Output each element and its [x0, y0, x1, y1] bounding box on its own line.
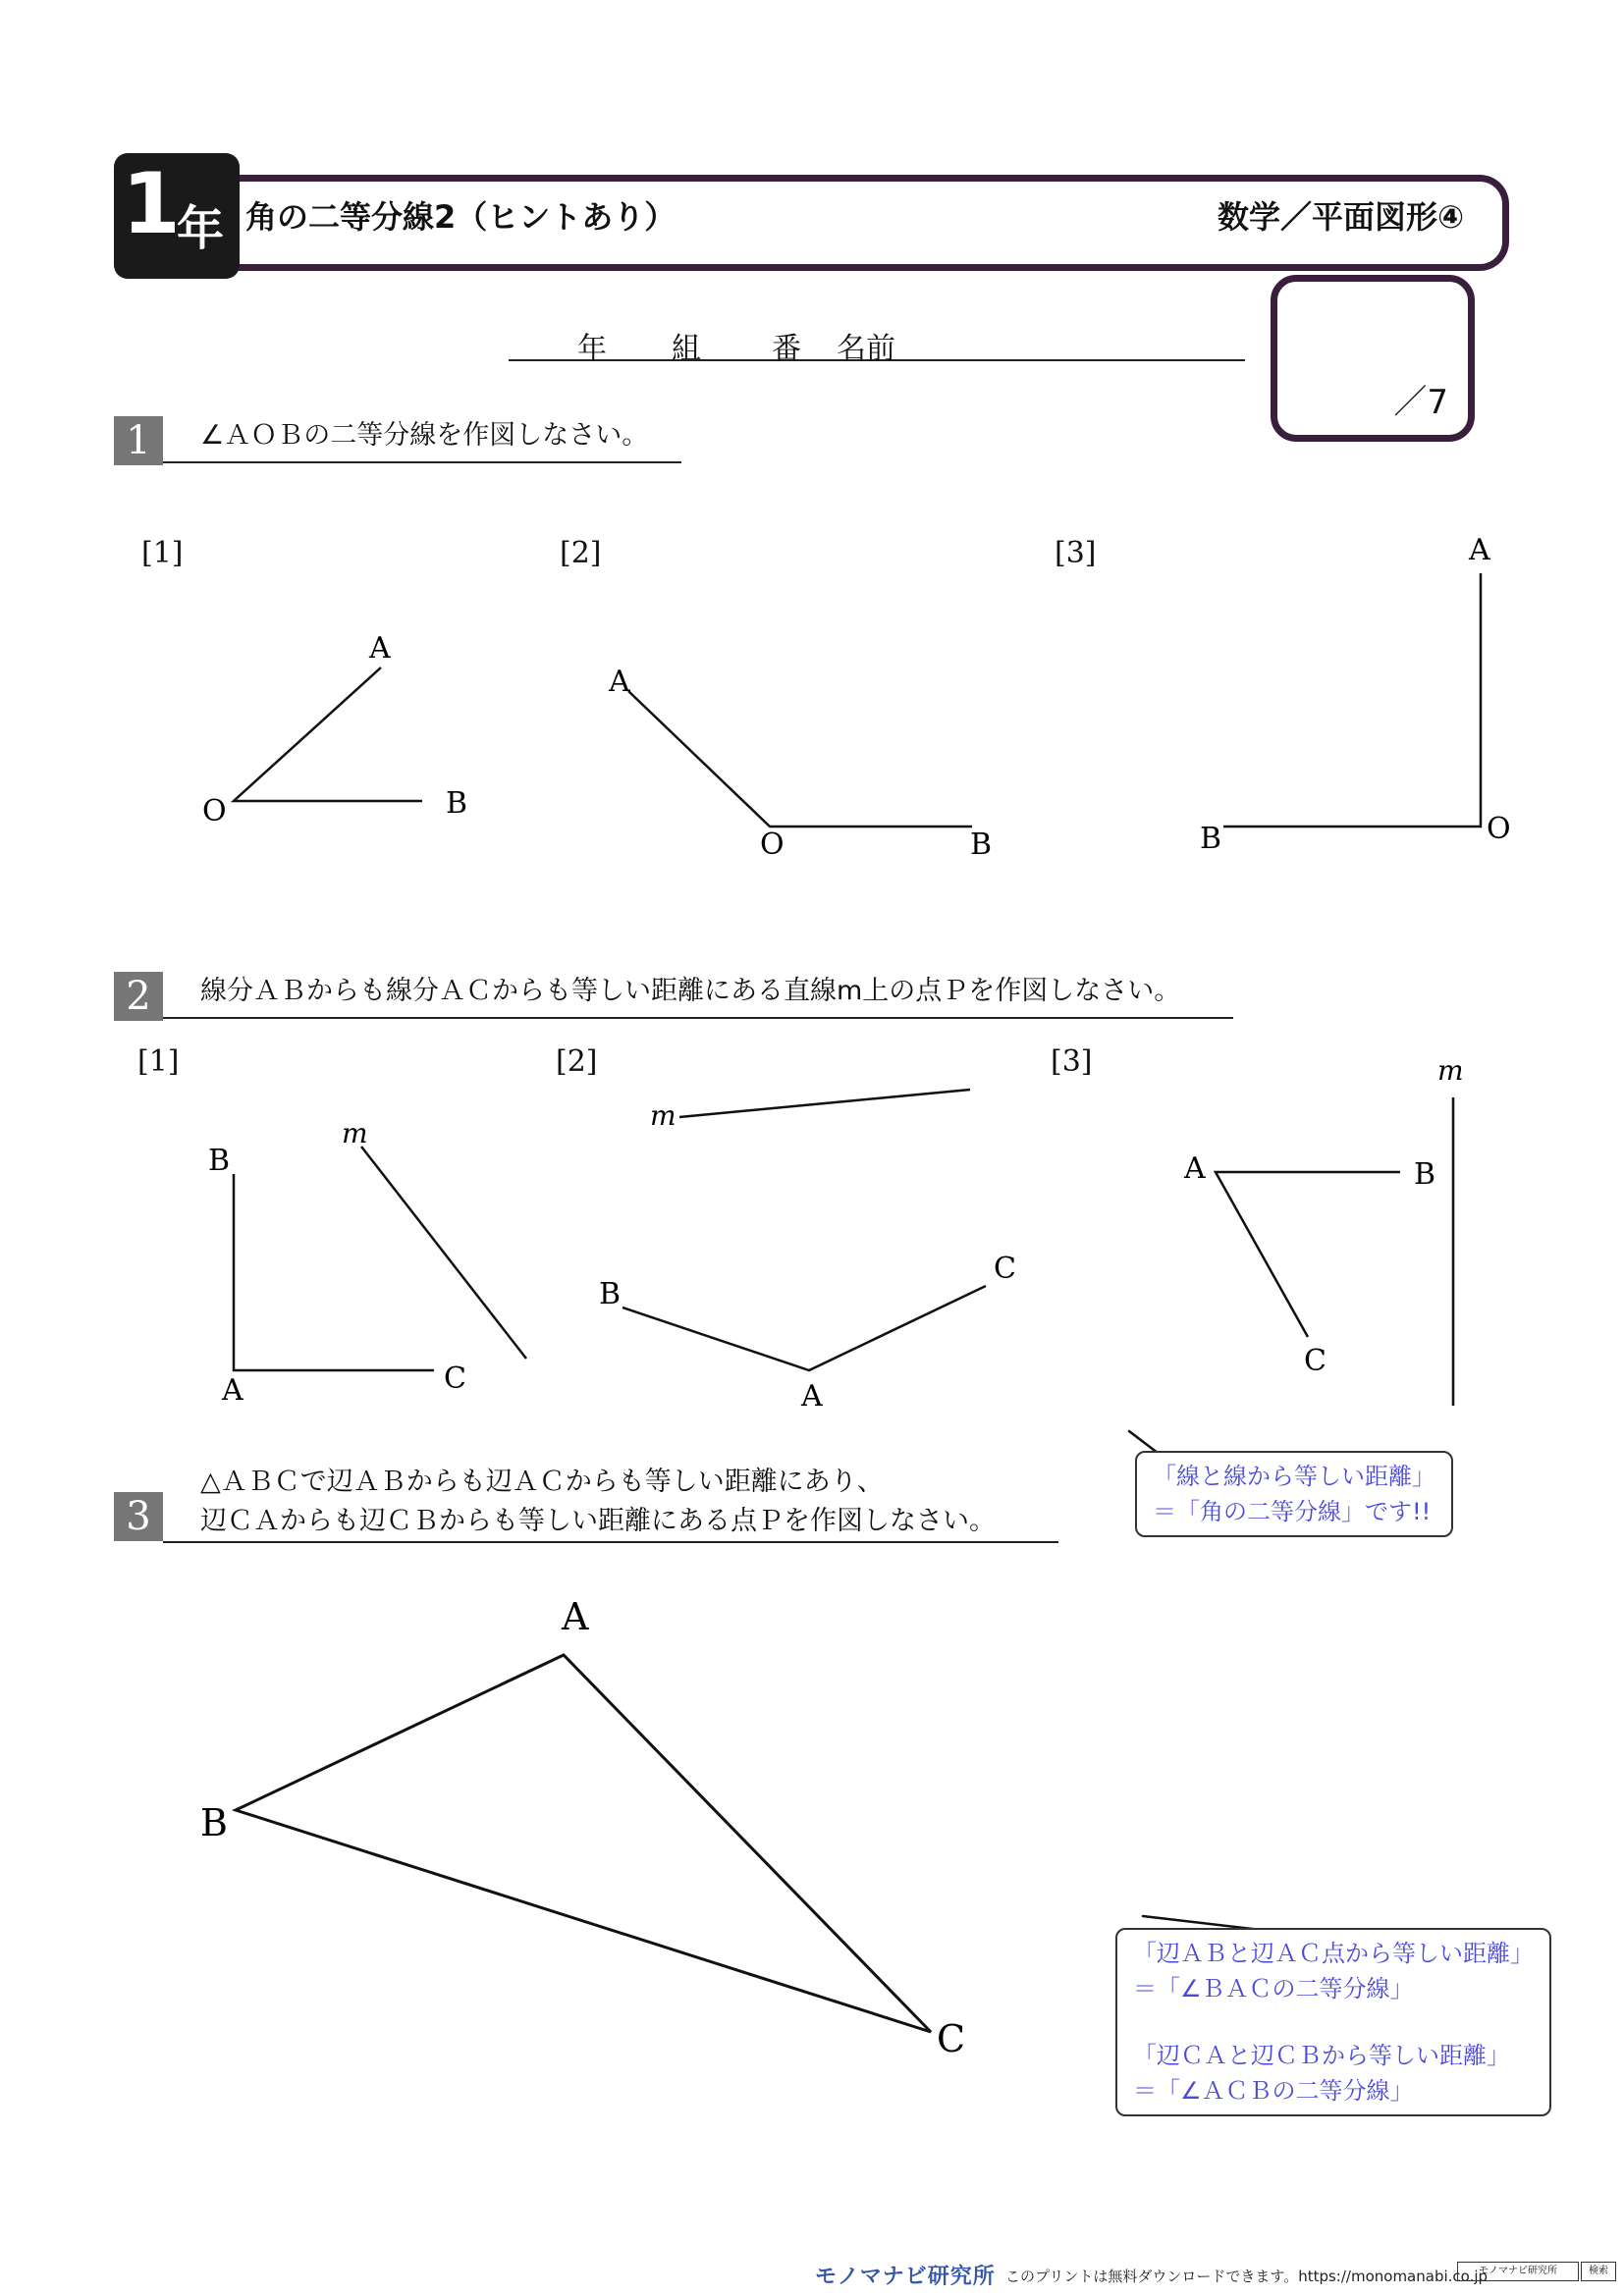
q1-fig3-label-o: O [1487, 812, 1511, 846]
question-2-number: 2 [114, 972, 163, 1021]
footer-logo: モノマナビ研究所 [815, 2265, 996, 2289]
q1-fig2-angle [628, 691, 972, 827]
grade-number: 1 [122, 155, 181, 253]
q2-sub-label-3: [3] [1051, 1044, 1093, 1079]
q1-fig1-label-a: A [369, 631, 391, 666]
hint-2-line-2: ＝「∠ＢＡＣの二等分線」 [1133, 1975, 1414, 2002]
hint-bubble-1 [1135, 1451, 1453, 1537]
hint-2-spacer [1133, 2006, 1534, 2038]
q1-sub-label-1: [1] [141, 536, 184, 570]
q2-fig2-label-b: B [599, 1277, 622, 1311]
hint-2-line-3: 「辺ＣＡと辺ＣＢから等しい距離」 [1133, 2042, 1510, 2069]
name-label: 名前 [837, 332, 895, 366]
hint-1-line-2: ＝「角の二等分線」です!! [1153, 1498, 1432, 1525]
question-1-number: 1 [114, 416, 163, 465]
q1-fig1-angle [234, 667, 422, 801]
q3-label-a: A [562, 1595, 589, 1638]
number-label: 番 [772, 332, 801, 366]
question-1-text: ∠ＡＯＢの二等分線を作図しなさい。 [200, 420, 649, 451]
footer-search-box: モノマナビ研究所 [1457, 2262, 1579, 2281]
q3-label-b: B [200, 1801, 228, 1844]
worksheet-title: 角の二等分線2（ヒントあり） [245, 198, 677, 236]
q1-sub-label-2: [2] [560, 536, 602, 570]
footer-search-button: 検索 [1581, 2262, 1616, 2281]
q1-fig1-label-b: B [446, 786, 468, 821]
q2-fig1-label-c: C [444, 1362, 466, 1396]
q1-fig3-label-b: B [1200, 822, 1222, 856]
q1-fig2-label-o: O [760, 828, 785, 862]
hint-2-line-4: ＝「∠ＡＣＢの二等分線」 [1133, 2077, 1414, 2105]
q2-fig3-label-b: B [1414, 1157, 1436, 1192]
q2-sub-label-2: [2] [556, 1044, 598, 1079]
q1-fig3-label-a: A [1469, 533, 1490, 567]
class-label: 組 [672, 332, 701, 366]
question-3-number: 3 [114, 1492, 163, 1541]
question-3-text-line-1: △ＡＢＣで辺ＡＢからも辺ＡＣからも等しい距離にあり、 [200, 1467, 884, 1497]
q2-fig1-label-m: m [342, 1117, 368, 1149]
q3-label-c: C [937, 2017, 966, 2060]
q2-fig2-angle [623, 1286, 986, 1370]
score-total: ／7 [1393, 383, 1448, 422]
q2-fig2-label-c: C [994, 1252, 1016, 1286]
q1-fig2-label-a: A [609, 665, 630, 699]
q2-fig3-label-c: C [1304, 1344, 1326, 1378]
q2-fig1-label-a: A [222, 1373, 244, 1408]
footer-text: このプリントは無料ダウンロードできます。https://monomanabi.co.jp [1005, 2268, 1489, 2285]
q2-fig3-label-a: A [1184, 1151, 1206, 1186]
hint-1-line-1: 「線と線から等しい距離」 [1153, 1463, 1435, 1490]
q2-sub-label-1: [1] [137, 1044, 180, 1079]
grade-badge [114, 153, 240, 279]
q1-fig2-label-b: B [970, 828, 993, 862]
subject-label: 数学／平面図形④ [1218, 198, 1465, 236]
q2-fig3-angle [1216, 1172, 1400, 1337]
q2-fig1-label-b: B [208, 1144, 231, 1178]
question-3-text-line-2: 辺ＣＡからも辺ＣＢからも等しい距離にある点Ｐを作図しなさい。 [200, 1506, 996, 1536]
q2-fig3-label-m: m [1437, 1054, 1464, 1087]
q1-fig1-label-o: O [202, 794, 227, 828]
hint-bubble-2 [1115, 1928, 1551, 2116]
q2-fig2-line-m [679, 1090, 970, 1117]
grade-kanji: 年 [177, 201, 225, 256]
question-2-text: 線分ＡＢからも線分ＡＣからも等しい距離にある直線m上の点Ｐを作図しなさい。 [200, 976, 1181, 1006]
q3-triangle [236, 1655, 931, 2032]
q1-fig3-angle [1223, 573, 1481, 827]
q1-sub-label-3: [3] [1055, 536, 1097, 570]
year-label: 年 [577, 332, 607, 366]
q2-fig1-angle [234, 1174, 434, 1370]
hint-2-line-1: 「辺ＡＢと辺ＡＣ点から等しい距離」 [1133, 1940, 1534, 1967]
q2-fig2-label-a: A [801, 1379, 823, 1414]
q2-fig2-label-m: m [650, 1099, 677, 1132]
q2-fig1-line-m [361, 1147, 526, 1359]
